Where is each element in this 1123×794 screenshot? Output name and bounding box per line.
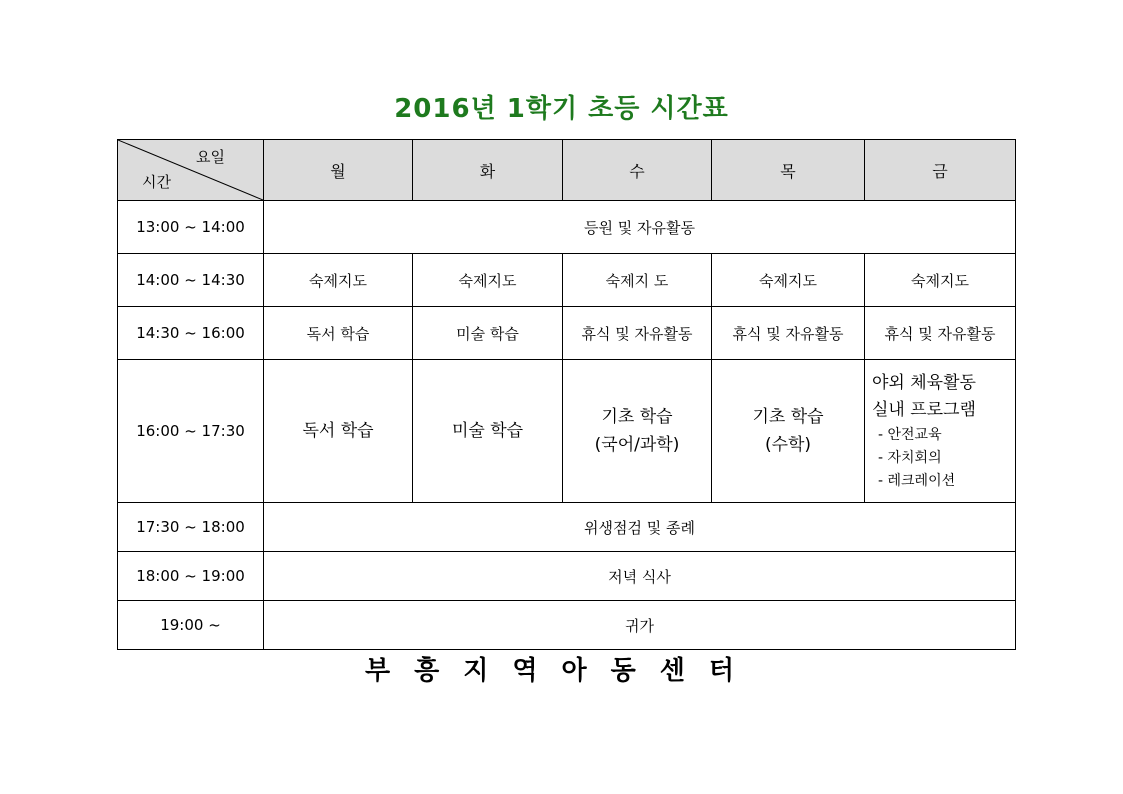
activity-cell: 숙제지도 (413, 254, 563, 307)
center-name: 부흥지역아동센터 (365, 656, 758, 686)
activity-cell: 숙제지도 (865, 254, 1016, 307)
activity-cell: 미술 학습 (413, 307, 563, 360)
activity-cell (712, 360, 865, 503)
day-header-wed: 수 (563, 140, 712, 201)
diagonal-line (118, 140, 263, 200)
activity-cell: 휴식 및 자유활동 (865, 307, 1016, 360)
header-row (118, 140, 1016, 201)
activity-cell: 숙제지도 (264, 254, 413, 307)
activity-line: 기초 학습 (752, 407, 824, 427)
time-cell: 18:00 ~ 19:00 (118, 552, 264, 601)
time-cell: 14:00 ~ 14:30 (118, 254, 264, 307)
table-row (118, 201, 1016, 254)
activity-cell: 독서 학습 (264, 307, 413, 360)
time-cell: 17:30 ~ 18:00 (118, 503, 264, 552)
activity-cell: 위생점검 및 종례 (264, 503, 1016, 552)
activity-line: 실내 프로그램 (872, 399, 976, 420)
table-row (118, 307, 1016, 360)
activity-cell: 독서 학습 (264, 360, 413, 503)
activity-cell: 숙제지도 (712, 254, 865, 307)
program-item: - 안전교육 (878, 426, 942, 443)
activity-cell (563, 360, 712, 503)
day-header-fri: 금 (865, 140, 1016, 201)
time-label: 시간 (142, 173, 171, 191)
corner-cell (118, 140, 264, 201)
activity-cell: 휴식 및 자유활동 (712, 307, 865, 360)
page-title: 2016년 1학기 초등 시간표 (394, 94, 729, 124)
table-row (118, 503, 1016, 552)
activity-line: (수학) (764, 435, 812, 455)
day-label: 요일 (196, 148, 225, 166)
activity-cell: 숙제지 도 (563, 254, 712, 307)
table-row (118, 552, 1016, 601)
activity-cell: 등원 및 자유활동 (264, 201, 1016, 254)
program-item: - 자치회의 (878, 449, 942, 466)
time-cell: 13:00 ~ 14:00 (118, 201, 264, 254)
activity-line: 야외 체육활동 (872, 372, 976, 393)
day-header-tue: 화 (413, 140, 563, 201)
time-cell: 14:30 ~ 16:00 (118, 307, 264, 360)
program-item: - 레크레이션 (878, 472, 956, 489)
activity-cell: 저녁 식사 (264, 552, 1016, 601)
time-cell: 16:00 ~ 17:30 (118, 360, 264, 503)
activity-line: 기초 학습 (601, 407, 673, 427)
activity-cell (865, 360, 1016, 503)
timetable (117, 139, 1016, 650)
activity-cell: 휴식 및 자유활동 (563, 307, 712, 360)
table-row (118, 254, 1016, 307)
table-row (118, 601, 1016, 650)
activity-cell: 미술 학습 (413, 360, 563, 503)
table-row (118, 360, 1016, 503)
day-header-mon: 월 (264, 140, 413, 201)
time-cell: 19:00 ~ (118, 601, 264, 650)
activity-line: (국어/과학) (594, 435, 680, 455)
activity-cell: 귀가 (264, 601, 1016, 650)
day-header-thu: 목 (712, 140, 865, 201)
